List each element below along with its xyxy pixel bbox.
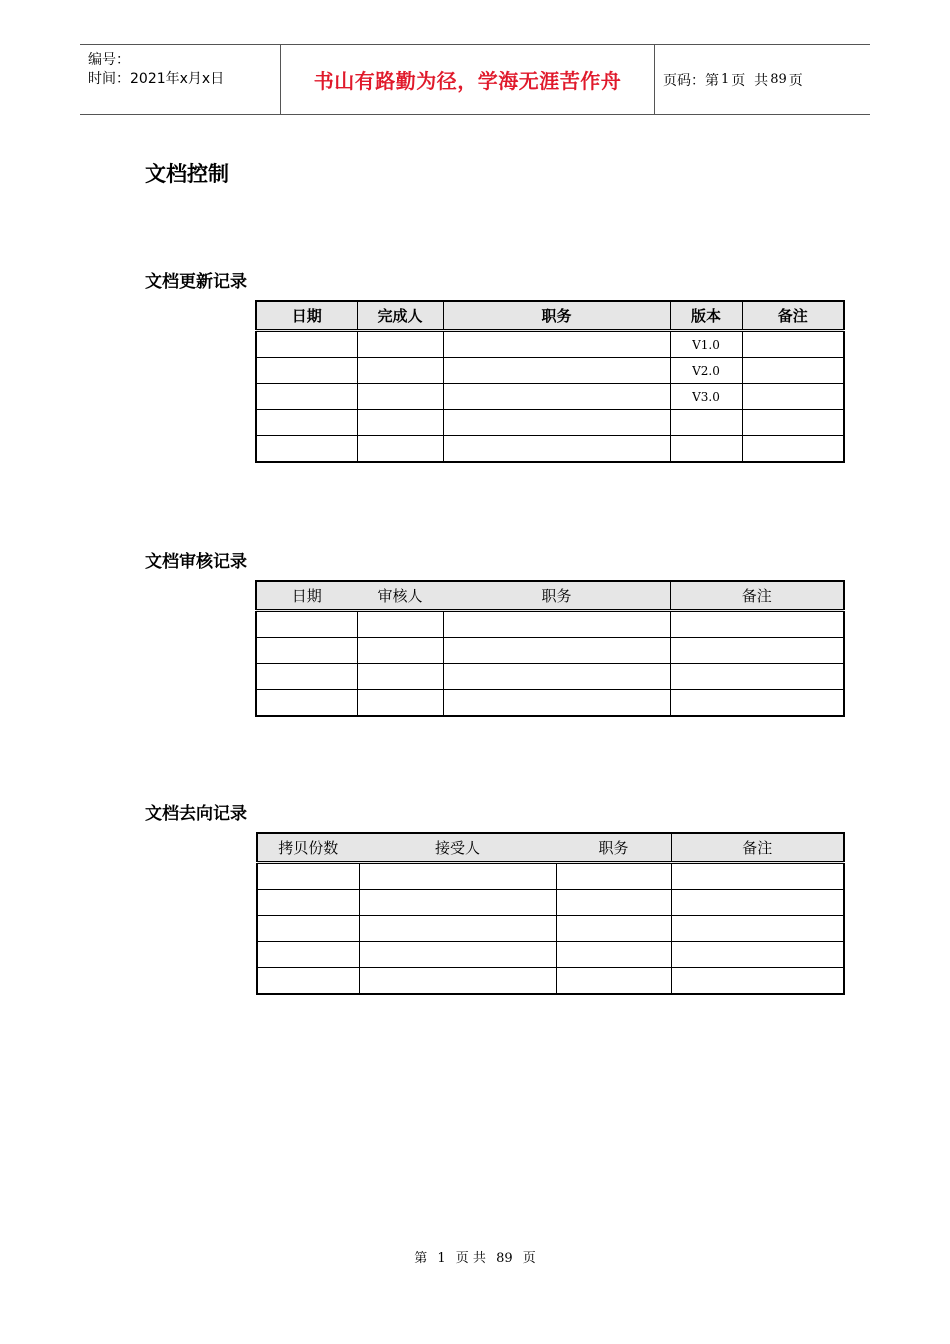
header-motto — [281, 45, 655, 114]
page-footer — [0, 1247, 950, 1266]
table-cell — [556, 890, 671, 916]
table-cell — [256, 690, 357, 717]
table-header-row — [256, 581, 844, 611]
table-cell — [357, 664, 443, 690]
table-cell — [671, 863, 844, 890]
table-cell — [670, 664, 844, 690]
table-cell — [671, 968, 844, 995]
table-cell — [443, 638, 670, 664]
table-header-row — [257, 833, 844, 863]
table-cell — [256, 436, 357, 463]
table-cell — [671, 890, 844, 916]
version-cell — [670, 410, 742, 436]
table-cell — [359, 968, 556, 995]
table-cell — [357, 384, 443, 410]
column-header: 完成人 — [357, 301, 443, 331]
table-cell — [443, 611, 670, 638]
table-cell — [670, 638, 844, 664]
distribution-record-heading: 文档去向记录 — [145, 804, 247, 824]
table-row — [257, 890, 844, 916]
table-cell — [671, 942, 844, 968]
table-cell — [357, 436, 443, 463]
version-cell: V3.0 — [670, 384, 742, 410]
footer-prefix: 第 — [414, 1251, 428, 1266]
table-cell — [742, 358, 844, 384]
table-cell — [256, 384, 357, 410]
table-cell — [357, 331, 443, 358]
update-record-heading: 文档更新记录 — [145, 272, 247, 292]
table-cell — [256, 331, 357, 358]
table-cell — [257, 863, 359, 890]
table-row — [256, 384, 844, 410]
table-row — [256, 638, 844, 664]
column-header: 日期 — [256, 581, 357, 611]
column-header: 审核人 — [357, 581, 443, 611]
header-page-info — [655, 45, 878, 114]
table-cell — [443, 358, 670, 384]
number-label: 编号： — [88, 52, 130, 68]
table-cell — [357, 690, 443, 717]
version-cell — [670, 436, 742, 463]
column-header: 职务 — [556, 833, 671, 863]
column-header: 接受人 — [359, 833, 556, 863]
table-row — [256, 410, 844, 436]
page-header — [80, 44, 870, 115]
table-row — [256, 611, 844, 638]
table-row — [256, 664, 844, 690]
table-cell — [556, 863, 671, 890]
footer-mid: 页 共 — [455, 1251, 486, 1266]
table-cell — [443, 410, 670, 436]
table-header-row — [256, 301, 844, 331]
footer-suffix: 页 — [522, 1251, 536, 1266]
table-cell — [742, 436, 844, 463]
column-header: 版本 — [670, 301, 742, 331]
table-cell — [257, 942, 359, 968]
table-cell — [257, 890, 359, 916]
column-header: 职务 — [443, 301, 670, 331]
table-cell — [257, 916, 359, 942]
column-header: 职务 — [443, 581, 670, 611]
table-cell — [256, 638, 357, 664]
table-cell — [256, 410, 357, 436]
column-header: 拷贝份数 — [257, 833, 359, 863]
page-suffix: 页 — [788, 72, 803, 89]
table-cell — [443, 690, 670, 717]
page-current: 1 — [721, 72, 730, 87]
table-row — [257, 942, 844, 968]
table-cell — [443, 331, 670, 358]
table-cell — [443, 664, 670, 690]
table-cell — [556, 916, 671, 942]
table-cell — [556, 968, 671, 995]
table-cell — [671, 916, 844, 942]
header-meta — [80, 45, 281, 114]
table-cell — [359, 942, 556, 968]
table-cell — [742, 331, 844, 358]
table-cell — [256, 611, 357, 638]
footer-total: 89 — [496, 1251, 513, 1266]
table-row — [256, 690, 844, 717]
table-cell — [742, 384, 844, 410]
review-record-table — [255, 580, 845, 717]
table-cell — [357, 358, 443, 384]
footer-current: 1 — [437, 1251, 446, 1266]
column-header: 日期 — [256, 301, 357, 331]
table-cell — [357, 410, 443, 436]
table-cell — [443, 384, 670, 410]
table-row — [256, 331, 844, 358]
version-cell: V1.0 — [670, 331, 742, 358]
review-record-heading: 文档审核记录 — [145, 552, 247, 572]
table-cell — [256, 358, 357, 384]
table-cell — [357, 611, 443, 638]
page-total: 89 — [770, 72, 787, 87]
table-row — [257, 968, 844, 995]
column-header: 备注 — [742, 301, 844, 331]
page-title: 文档控制 — [145, 162, 229, 186]
table-cell — [359, 863, 556, 890]
table-row — [256, 358, 844, 384]
table-cell — [670, 690, 844, 717]
table-row — [257, 863, 844, 890]
table-cell — [359, 890, 556, 916]
column-header: 备注 — [671, 833, 844, 863]
table-cell — [443, 436, 670, 463]
table-cell — [556, 942, 671, 968]
page-mid: 页 共 — [731, 72, 769, 89]
table-cell — [256, 664, 357, 690]
page-prefix: 页码：第 — [663, 72, 719, 89]
table-cell — [257, 968, 359, 995]
table-cell — [742, 410, 844, 436]
motto-text: 书山有路勤为径，学海无涯苦作舟 — [313, 69, 622, 93]
table-row — [256, 436, 844, 463]
table-cell — [357, 638, 443, 664]
table-row — [257, 916, 844, 942]
update-record-table — [255, 300, 845, 463]
column-header: 备注 — [670, 581, 844, 611]
version-cell: V2.0 — [670, 358, 742, 384]
distribution-record-table — [256, 832, 845, 995]
time-label: 时间：2021年x月x日 — [88, 71, 225, 87]
table-cell — [670, 611, 844, 638]
table-cell — [359, 916, 556, 942]
